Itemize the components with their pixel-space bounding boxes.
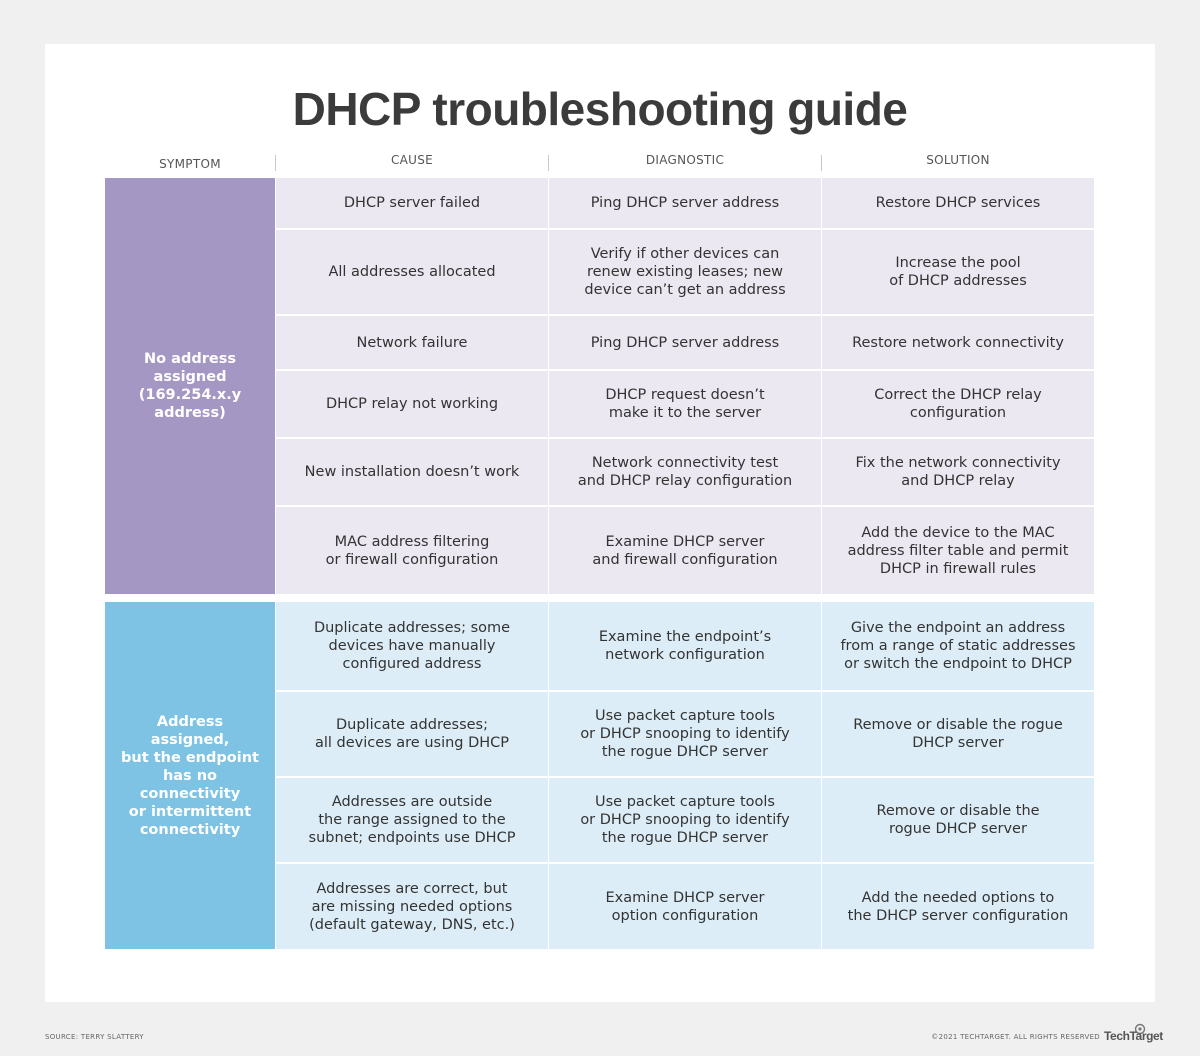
copyright-notice: ©2021 TECHTARGET. ALL RIGHTS RESERVED [931,1033,1100,1041]
solution-cell [822,371,1094,437]
cell-text: Ping DHCP server address [590,195,780,211]
cell-text: Duplicate addresses; some devices have manually configured address [313,620,511,672]
cause-cell [276,371,548,437]
cause-cell [276,439,548,505]
header-cause: CAUSE [390,153,434,167]
cell-text: Increase the pool of DHCP addresses [889,255,1027,289]
cause-cell [276,864,548,949]
diagnostic-cell [549,602,821,690]
cell-text: Use packet capture tools or DHCP snooping to identify the rogue DHCP server [580,794,790,846]
cell-text: Fix the network connectivity and DHCP relay [855,455,1061,489]
cell-text: Add the needed options to the DHCP server configuration [847,889,1069,924]
diagnostic-cell [549,439,821,505]
cause-cell [276,316,548,369]
diagnostic-cell [549,864,821,949]
cause-cell [276,778,548,862]
cell-text: All addresses allocated [328,264,496,280]
cell-text: Examine DHCP server and firewall configuration [592,533,778,568]
cause-cell [276,602,548,690]
cell-text: Examine DHCP server option configuration [605,889,765,924]
cause-cell [276,178,548,228]
cell-text: New installation doesn’t work [304,464,520,480]
symptom-text: No address assigned (169.254.x.y address) [138,351,242,421]
solution-cell [822,316,1094,369]
cell-text: Remove or disable the rogue DHCP server [876,803,1040,837]
cell-text: Network connectivity test and DHCP relay configuration [577,455,793,489]
header-solution: SOLUTION [926,153,990,167]
cell-text: Verify if other devices can renew existing leases; new device can’t get an address [584,246,786,298]
cell-text: DHCP request doesn’t make it to the server [605,387,765,421]
cause-cell [276,507,548,594]
solution-cell [822,692,1094,776]
diagnostic-cell [549,316,821,369]
cell-text: Network failure [356,334,468,351]
solution-cell [822,778,1094,862]
solution-cell [822,230,1094,314]
cell-text: MAC address filtering or firewall configuration [325,533,499,568]
symptom-text: Address assigned, but the endpoint has no connectivity or intermittent connectivity [121,713,259,838]
cell-text: Add the device to the MAC address filter table and permit DHCP in firewall rules [847,524,1069,577]
symptom-cell [105,178,275,594]
cell-text: Duplicate addresses; all devices are using DHCP [314,717,510,751]
diagnostic-cell [549,692,821,776]
solution-cell [822,602,1094,690]
cell-text: Restore network connectivity [852,334,1064,351]
diagnostic-cell [549,230,821,314]
cell-text: Give the endpoint an address from a range of static addresses or switch the endpoint to DHCP [840,620,1076,672]
page-title: DHCP troubleshooting guide [292,83,908,135]
cell-text: Addresses are outside the range assigned to the subnet; endpoints use DHCP [308,794,516,846]
solution-cell [822,507,1094,594]
diagnostic-cell [549,778,821,862]
diagnostic-cell [549,507,821,594]
solution-cell [822,439,1094,505]
source-credit: SOURCE: TERRY SLATTERY [45,1033,144,1041]
diagnostic-cell [549,371,821,437]
header-symptom: SYMPTOM [159,157,221,171]
header-diagnostic: DIAGNOSTIC [645,153,725,167]
cell-text: Addresses are correct, but are missing needed options (default gateway, DNS, etc.) [309,880,515,933]
solution-cell [822,178,1094,228]
techtarget-logo: TechTarget [1104,1029,1163,1043]
symptom-cell [105,602,275,949]
cell-text: DHCP server failed [343,195,481,211]
cause-cell [276,692,548,776]
cell-text: Restore DHCP services [875,195,1041,211]
cell-text: Examine the endpoint’s network configuration [598,629,772,663]
cell-text: Use packet capture tools or DHCP snooping to identify the rogue DHCP server [580,708,790,760]
cause-cell [276,230,548,314]
cell-text: Remove or disable the rogue DHCP server [853,717,1063,751]
cell-text: Correct the DHCP relay configuration [874,387,1042,421]
cell-text: DHCP relay not working [325,396,499,412]
diagnostic-cell [549,178,821,228]
cell-text: Ping DHCP server address [590,334,780,351]
solution-cell [822,864,1094,949]
